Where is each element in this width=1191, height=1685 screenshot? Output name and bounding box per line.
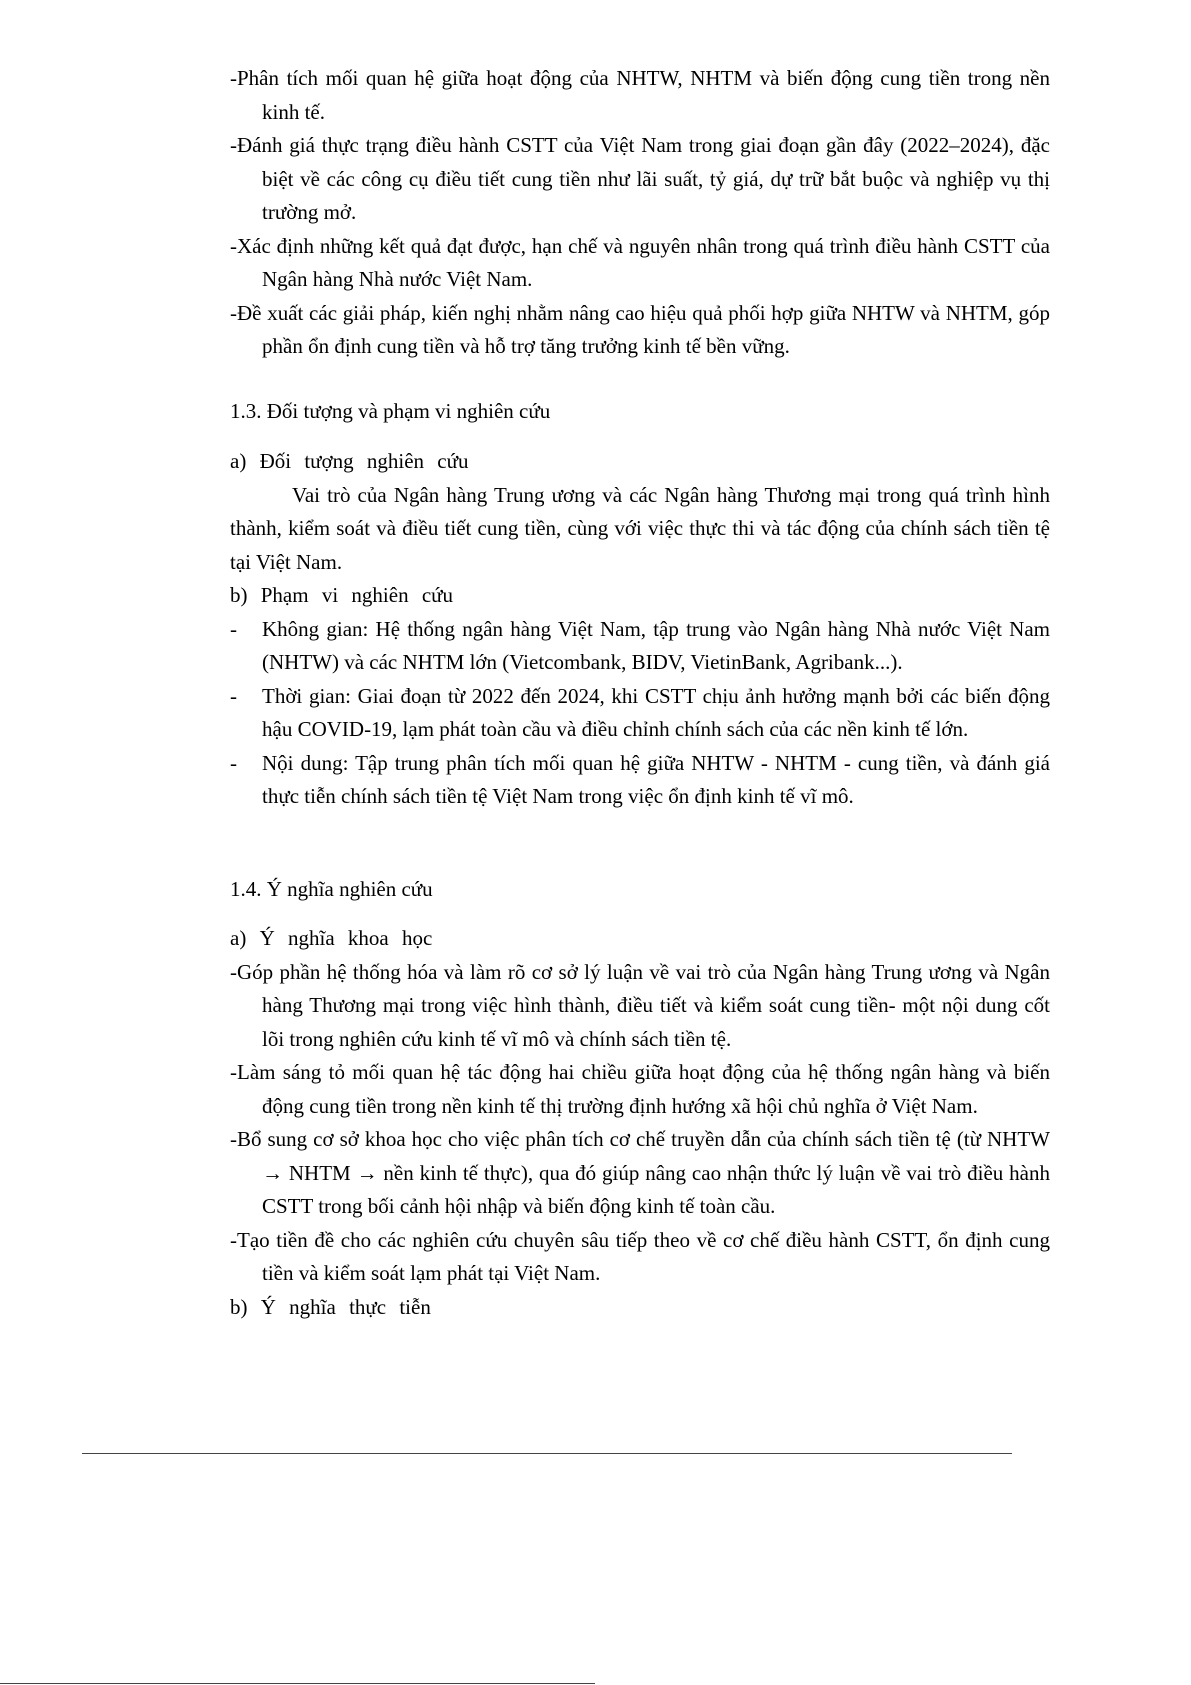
section-heading: 1.4. Ý nghĩa nghiên cứu — [230, 877, 433, 901]
objective-item: -Đánh giá thực trạng điều hành CSTT của Việt Nam trong giai đoạn gần đây (2022–2024), đặc biệt về các công cụ điều tiết cung tiền như lãi suất, tỷ giá, dự trữ bắt buộc và nghiệp vụ thị trường mở. — [230, 133, 1050, 224]
objective-item: -Đề xuất các giải pháp, kiến nghị nhằm nâng cao hiệu quả phối hợp giữa NHTW và NHTM, góp phần ổn định cung tiền và hỗ trợ tăng trưởng kinh tế bền vững. — [230, 300, 1050, 358]
dash-bullet: - — [230, 616, 237, 641]
science-item: -Tạo tiền đề cho các nghiên cứu chuyên sâu tiếp theo về cơ chế điều hành CSTT, ổn định cung tiền và kiểm soát lạm phát tại Việt Nam. — [230, 1227, 1050, 1285]
subsection-heading: a) Ý nghĩa khoa học — [230, 926, 433, 950]
bottom-edge-rule — [0, 1683, 595, 1684]
scope-item-text: Nội dung: Tập trung phân tích mối quan hệ giữa NHTW - NHTM - cung tiền, và đánh giá thực tiễn chính sách tiền tệ Việt Nam trong việc ổn định kinh tế vĩ mô. — [262, 750, 1050, 808]
scope-item-text: Thời gian: Giai đoạn từ 2022 đến 2024, khi CSTT chịu ảnh hưởng mạnh bởi các biến động hậu COVID-19, lạm phát toàn cầu và điều chỉnh chính sách của các nền kinh tế lớn. — [262, 683, 1050, 741]
subsection-heading: b) Phạm vi nghiên cứu — [230, 583, 454, 607]
science-item: -Làm sáng tỏ mối quan hệ tác động hai chiều giữa hoạt động của hệ thống ngân hàng và biến động cung tiền trong nền kinh tế thị trường định hướng xã hội chủ nghĩa ở Việt Nam. — [230, 1060, 1050, 1118]
dash-bullet: - — [230, 750, 237, 775]
section-1-4 — [230, 873, 1050, 907]
scope-item-text: Không gian: Hệ thống ngân hàng Việt Nam, tập trung vào Ngân hàng Nhà nước Việt Nam (NHTW) và các NHTM lớn (Vietcombank, BIDV, VietinBank, Agribank...). — [262, 616, 1050, 674]
science-item: -Góp phần hệ thống hóa và làm rõ cơ sở lý luận về vai trò của Ngân hàng Trung ương và Ngân hàng Thương mại trong việc hình thành, điều tiết và kiểm soát cung tiền- một nội dung cốt lõi trong nghiên cứu kinh tế vĩ mô và chính sách tiền tệ. — [230, 959, 1050, 1051]
scope-item — [230, 747, 1050, 814]
section-1-3 — [230, 395, 1050, 429]
section-1-4-body — [230, 922, 1050, 1324]
subsection-heading: b) Ý nghĩa thực tiễn — [230, 1294, 431, 1319]
paragraph: Vai trò của Ngân hàng Trung ương và các Ngân hàng Thương mại trong quá trình hình thành, kiểm soát và điều tiết cung tiền, cùng với việc thực thi và tác động của chính sách tiền tệ tại Việt Nam. — [230, 482, 1050, 574]
objective-item: -Xác định những kết quả đạt được, hạn chế và nguyên nhân trong quá trình điều hành CSTT của Ngân hàng Nhà nước Việt Nam. — [230, 233, 1050, 291]
scope-item — [230, 680, 1050, 747]
objectives-list — [230, 62, 1050, 364]
footer-rule — [82, 1453, 1012, 1454]
scope-item — [230, 613, 1050, 680]
section-heading: 1.3. Đối tượng và phạm vi nghiên cứu — [230, 399, 551, 423]
section-1-3-body — [230, 445, 1050, 814]
objective-item: -Phân tích mối quan hệ giữa hoạt động của NHTW, NHTM và biến động cung tiền trong nền kinh tế. — [230, 66, 1050, 124]
subsection-heading: a) Đối tượng nghiên cứu — [230, 449, 469, 473]
science-item: -Bổ sung cơ sở khoa học cho việc phân tích cơ chế truyền dẫn của chính sách tiền tệ (từ NHTW → NHTM → nền kinh tế thực), qua đó giúp nâng cao nhận thức lý luận về vai trò điều hành CSTT trong bối cảnh hội nhập và biến động kinh tế toàn cầu. — [230, 1127, 1050, 1218]
dash-bullet: - — [230, 683, 237, 708]
